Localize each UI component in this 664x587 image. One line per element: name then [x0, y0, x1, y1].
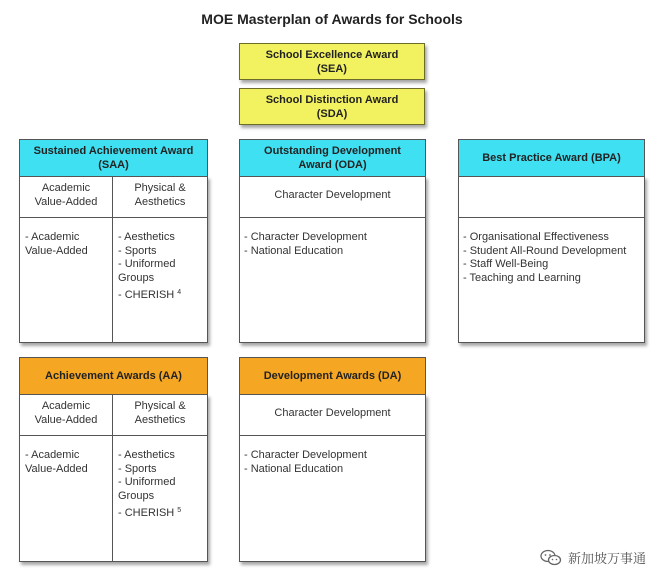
- sda-box: [239, 88, 425, 125]
- sda-line2: (SDA): [316, 107, 348, 120]
- list-item: - National Education: [244, 462, 344, 475]
- oda-title: Character Development: [274, 189, 391, 201]
- da-list: [244, 449, 424, 476]
- saa-col2-list: [118, 231, 206, 303]
- bpa-header: [458, 139, 645, 177]
- list-item: - Uniformed: [118, 476, 176, 488]
- aa-col2-title: Physical & Aesthetics: [134, 400, 186, 426]
- diagram-title: MOE Masterplan of Awards for Schools: [201, 11, 463, 27]
- saa-col1-list: [25, 231, 111, 258]
- list-item: - Aesthetics: [118, 231, 175, 243]
- list-item: - Uniformed: [118, 258, 176, 270]
- oda-panel: [239, 176, 426, 343]
- list-item: - Sports: [118, 462, 157, 475]
- da-header-text: Development Awards (DA): [263, 370, 402, 382]
- sea-line2: (SEA): [317, 62, 347, 75]
- list-item: - CHERISH $^5$: [118, 507, 182, 519]
- oda-header: [239, 139, 426, 177]
- saa-col1-title: Academic Value-Added: [34, 182, 98, 208]
- list-item: - Student All-Round Development: [463, 244, 627, 257]
- footnote-4: 4: [177, 289, 182, 296]
- watermark-text: 新加坡万事通: [567, 552, 646, 567]
- aa-panel: [19, 394, 208, 562]
- sda-line1: School Distinction Award: [265, 93, 399, 106]
- saa-panel: [19, 176, 208, 343]
- aa-col1-list: [25, 449, 111, 476]
- list-item: - Academic: [25, 449, 80, 461]
- sea-line1: School Excellence Award: [265, 48, 399, 61]
- wechat-icon: [540, 549, 562, 567]
- aa-header-text: Achievement Awards (AA): [45, 370, 182, 382]
- oda-header-line2: Award (ODA): [298, 159, 367, 171]
- list-item: Value-Added: [25, 462, 88, 475]
- list-item: - Aesthetics: [118, 449, 175, 461]
- footnote-5: 5: [177, 507, 182, 514]
- da-panel: [239, 394, 426, 562]
- da-header: [239, 357, 426, 395]
- list-item: - Teaching and Learning: [463, 271, 581, 284]
- list-item: Value-Added: [25, 244, 88, 257]
- saa-header-line1: Sustained Achievement Award: [33, 145, 194, 157]
- watermark: [540, 548, 646, 567]
- list-item: - Character Development: [244, 231, 367, 243]
- bpa-list: [463, 231, 645, 285]
- list-item: - Organisational Effectiveness: [463, 231, 609, 243]
- aa-col2-list: [118, 449, 206, 521]
- da-title: Character Development: [274, 407, 391, 419]
- list-item: - CHERISH $^4$: [118, 289, 182, 301]
- bpa-panel: [458, 176, 645, 343]
- oda-header-line1: Outstanding Development: [264, 145, 401, 157]
- list-item: - Sports: [118, 244, 157, 257]
- saa-col2-title: Physical & Aesthetics: [134, 182, 186, 208]
- list-item: - National Education: [244, 244, 344, 257]
- sea-box: [239, 43, 425, 80]
- saa-header-line2: (SAA): [98, 159, 129, 171]
- list-item: Groups: [118, 489, 155, 502]
- oda-list: [244, 231, 424, 258]
- list-item: Groups: [118, 271, 155, 284]
- list-item: - Character Development: [244, 449, 367, 461]
- list-item: - Staff Well-Being: [463, 258, 549, 270]
- aa-col1-title: Academic Value-Added: [34, 400, 98, 426]
- aa-header: [19, 357, 208, 395]
- list-item: - Academic: [25, 231, 80, 243]
- saa-header: [19, 139, 208, 177]
- bpa-header-text: Best Practice Award (BPA): [482, 152, 621, 164]
